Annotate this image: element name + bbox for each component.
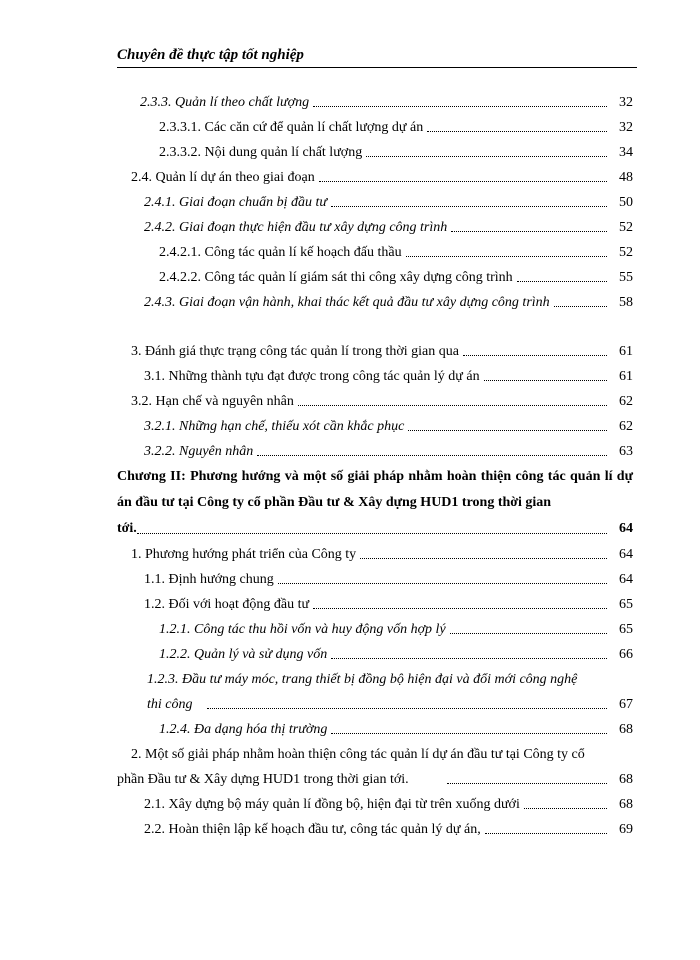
dot-leader xyxy=(554,306,607,307)
dot-leader xyxy=(524,808,607,809)
toc-entry[interactable] xyxy=(117,717,633,742)
toc-chapter-2[interactable] xyxy=(117,464,633,542)
dot-leader xyxy=(137,533,607,534)
toc-entry-label: 3.2. Hạn chế và nguyên nhân xyxy=(131,389,296,414)
toc-entry-page: 62 xyxy=(607,414,633,439)
dot-leader xyxy=(257,455,607,456)
dot-leader xyxy=(463,355,607,356)
toc-entry-label: 2.2. Hoàn thiện lập kế hoạch đầu tư, công tác quản lý dự án, xyxy=(144,817,483,842)
toc-entry[interactable] xyxy=(117,265,633,290)
header-divider xyxy=(117,67,637,68)
toc-entry[interactable] xyxy=(117,190,633,215)
toc-group-1-2-4 xyxy=(117,717,633,742)
toc-entry-label: 1.2.2. Quản lý và sử dụng vốn xyxy=(159,642,329,667)
toc-entry-page: 61 xyxy=(607,364,633,389)
toc-entry-2[interactable] xyxy=(117,742,633,792)
table-of-contents xyxy=(117,90,633,842)
dot-leader xyxy=(360,558,607,559)
toc-entry-page: 65 xyxy=(607,592,633,617)
toc-entry-page: 52 xyxy=(607,240,633,265)
toc-entry-label: 1.2. Đối với hoạt động đầu tư xyxy=(144,592,311,617)
toc-entry-page: 68 xyxy=(619,772,633,787)
toc-entry[interactable] xyxy=(117,364,633,389)
toc-entry-label: 1.2.3. Đầu tư máy móc, trang thiết bị đồng bộ hiện đại và đổi mới công nghệ xyxy=(147,672,578,687)
toc-entry-label: 3.1. Những thành tựu đạt được trong công tác quản lý dự án xyxy=(144,364,482,389)
dot-leader xyxy=(331,733,607,734)
toc-entry-label: 2.4.1. Giai đoạn chuẩn bị đầu tư xyxy=(144,190,329,215)
toc-entry[interactable] xyxy=(117,567,633,592)
toc-spacer xyxy=(117,315,633,339)
dot-leader xyxy=(485,833,607,834)
toc-entry-label: 2.4.3. Giai đoạn vận hành, khai thác kết quả đầu tư xây dựng công trình xyxy=(144,290,552,315)
toc-entry-page: 52 xyxy=(607,215,633,240)
toc-entry-page: 32 xyxy=(607,90,633,115)
toc-entry[interactable] xyxy=(117,389,633,414)
toc-entry-page: 62 xyxy=(607,389,633,414)
dot-leader xyxy=(331,206,607,207)
toc-entry[interactable] xyxy=(117,90,633,115)
toc-entry-page: 48 xyxy=(607,165,633,190)
dot-leader xyxy=(406,256,607,257)
toc-entry-label: 2. Một số giải pháp nhằm hoàn thiện công tác quản lí dự án đầu tư tại Công ty cổ xyxy=(131,747,585,762)
toc-group-chapter-2 xyxy=(117,542,633,667)
toc-entry-page: 68 xyxy=(607,792,633,817)
dot-leader xyxy=(313,106,607,107)
toc-entry-label: 1.2.1. Công tác thu hồi vốn và huy động vốn hợp lý xyxy=(159,617,448,642)
toc-entry-page: 65 xyxy=(607,617,633,642)
toc-entry-label: 2.4. Quản lí dự án theo giai đoạn xyxy=(131,165,317,190)
toc-entry-label: 2.3.3.1. Các căn cứ để quản lí chất lượng dự án xyxy=(159,115,425,140)
dot-leader xyxy=(427,131,607,132)
toc-entry[interactable] xyxy=(117,290,633,315)
toc-entry-label-end: thi công xyxy=(147,692,195,717)
toc-entry[interactable] xyxy=(117,792,633,817)
toc-entry-page: 50 xyxy=(607,190,633,215)
dot-leader xyxy=(207,708,607,709)
toc-entry-page: 55 xyxy=(607,265,633,290)
toc-group-3 xyxy=(117,339,633,464)
toc-entry-page: 67 xyxy=(619,697,633,712)
toc-entry[interactable] xyxy=(117,817,633,842)
toc-entry-page: 58 xyxy=(607,290,633,315)
toc-entry[interactable] xyxy=(117,642,633,667)
toc-entry-label: 3.2.1. Những hạn chế, thiếu xót cần khắc phục xyxy=(144,414,406,439)
toc-entry-label: 3.2.2. Nguyên nhân xyxy=(144,439,255,464)
toc-entry[interactable] xyxy=(117,215,633,240)
dot-leader xyxy=(450,633,607,634)
toc-entry[interactable] xyxy=(117,542,633,567)
chapter-2-page: 64 xyxy=(619,521,633,536)
toc-entry[interactable] xyxy=(117,414,633,439)
running-header: Chuyên đề thực tập tốt nghiệp xyxy=(117,47,304,63)
toc-entry[interactable] xyxy=(117,339,633,364)
toc-entry-label: 2.4.2.2. Công tác quản lí giám sát thi công xây dựng công trình xyxy=(159,265,515,290)
toc-entry-page: 61 xyxy=(607,339,633,364)
toc-entry-page: 34 xyxy=(607,140,633,165)
toc-group-2 xyxy=(117,90,633,315)
toc-group-2-x xyxy=(117,792,633,842)
toc-entry[interactable] xyxy=(117,115,633,140)
dot-leader xyxy=(313,608,607,609)
toc-entry-page: 63 xyxy=(607,439,633,464)
toc-entry-page: 64 xyxy=(607,567,633,592)
toc-entry[interactable] xyxy=(117,240,633,265)
toc-entry-label: 2.3.3.2. Nội dung quản lí chất lượng xyxy=(159,140,364,165)
toc-entry[interactable] xyxy=(117,592,633,617)
dot-leader xyxy=(298,405,607,406)
toc-entry[interactable] xyxy=(117,140,633,165)
chapter-2-title: Chương II: Phương hướng và một số giải pháp nhằm hoàn thiện công tác quản lí dự án đầu tư tại Công ty cổ phần Đầu tư & Xây dựng HUD1 trong thời gian xyxy=(117,469,633,510)
dot-leader xyxy=(278,583,607,584)
toc-entry-page: 32 xyxy=(607,115,633,140)
toc-entry[interactable] xyxy=(117,165,633,190)
toc-entry-page: 64 xyxy=(607,542,633,567)
toc-entry-label: 3. Đánh giá thực trạng công tác quản lí trong thời gian qua xyxy=(131,339,461,364)
dot-leader xyxy=(517,281,607,282)
toc-entry-label-end: phần Đầu tư & Xây dựng HUD1 trong thời gian tới. xyxy=(117,767,411,792)
toc-entry-label: 2.4.2. Giai đoạn thực hiện đầu tư xây dựng công trình xyxy=(144,215,449,240)
toc-entry-label: 2.1. Xây dựng bộ máy quản lí đồng bộ, hiện đại từ trên xuống dưới xyxy=(144,792,522,817)
toc-entry-page: 68 xyxy=(607,717,633,742)
dot-leader xyxy=(331,658,607,659)
dot-leader xyxy=(366,156,607,157)
toc-entry-label: 2.4.2.1. Công tác quản lí kế hoạch đấu thầu xyxy=(159,240,404,265)
toc-entry-label: 1.1. Định hướng chung xyxy=(144,567,276,592)
dot-leader xyxy=(447,783,607,784)
toc-entry[interactable] xyxy=(117,617,633,642)
toc-entry-label: 1.2.4. Đa dạng hóa thị trường xyxy=(159,717,329,742)
toc-entry-1-2-3[interactable] xyxy=(117,667,633,717)
toc-entry-page: 66 xyxy=(607,642,633,667)
toc-entry[interactable] xyxy=(117,439,633,464)
dot-leader xyxy=(319,181,607,182)
toc-entry-label: 2.3.3. Quản lí theo chất lượng xyxy=(140,90,311,115)
dot-leader xyxy=(451,231,607,232)
dot-leader xyxy=(408,430,607,431)
dot-leader xyxy=(484,380,607,381)
chapter-2-title-end: tới. xyxy=(117,516,139,542)
toc-entry-page: 69 xyxy=(607,817,633,842)
toc-entry-label: 1. Phương hướng phát triển của Công ty xyxy=(131,542,358,567)
